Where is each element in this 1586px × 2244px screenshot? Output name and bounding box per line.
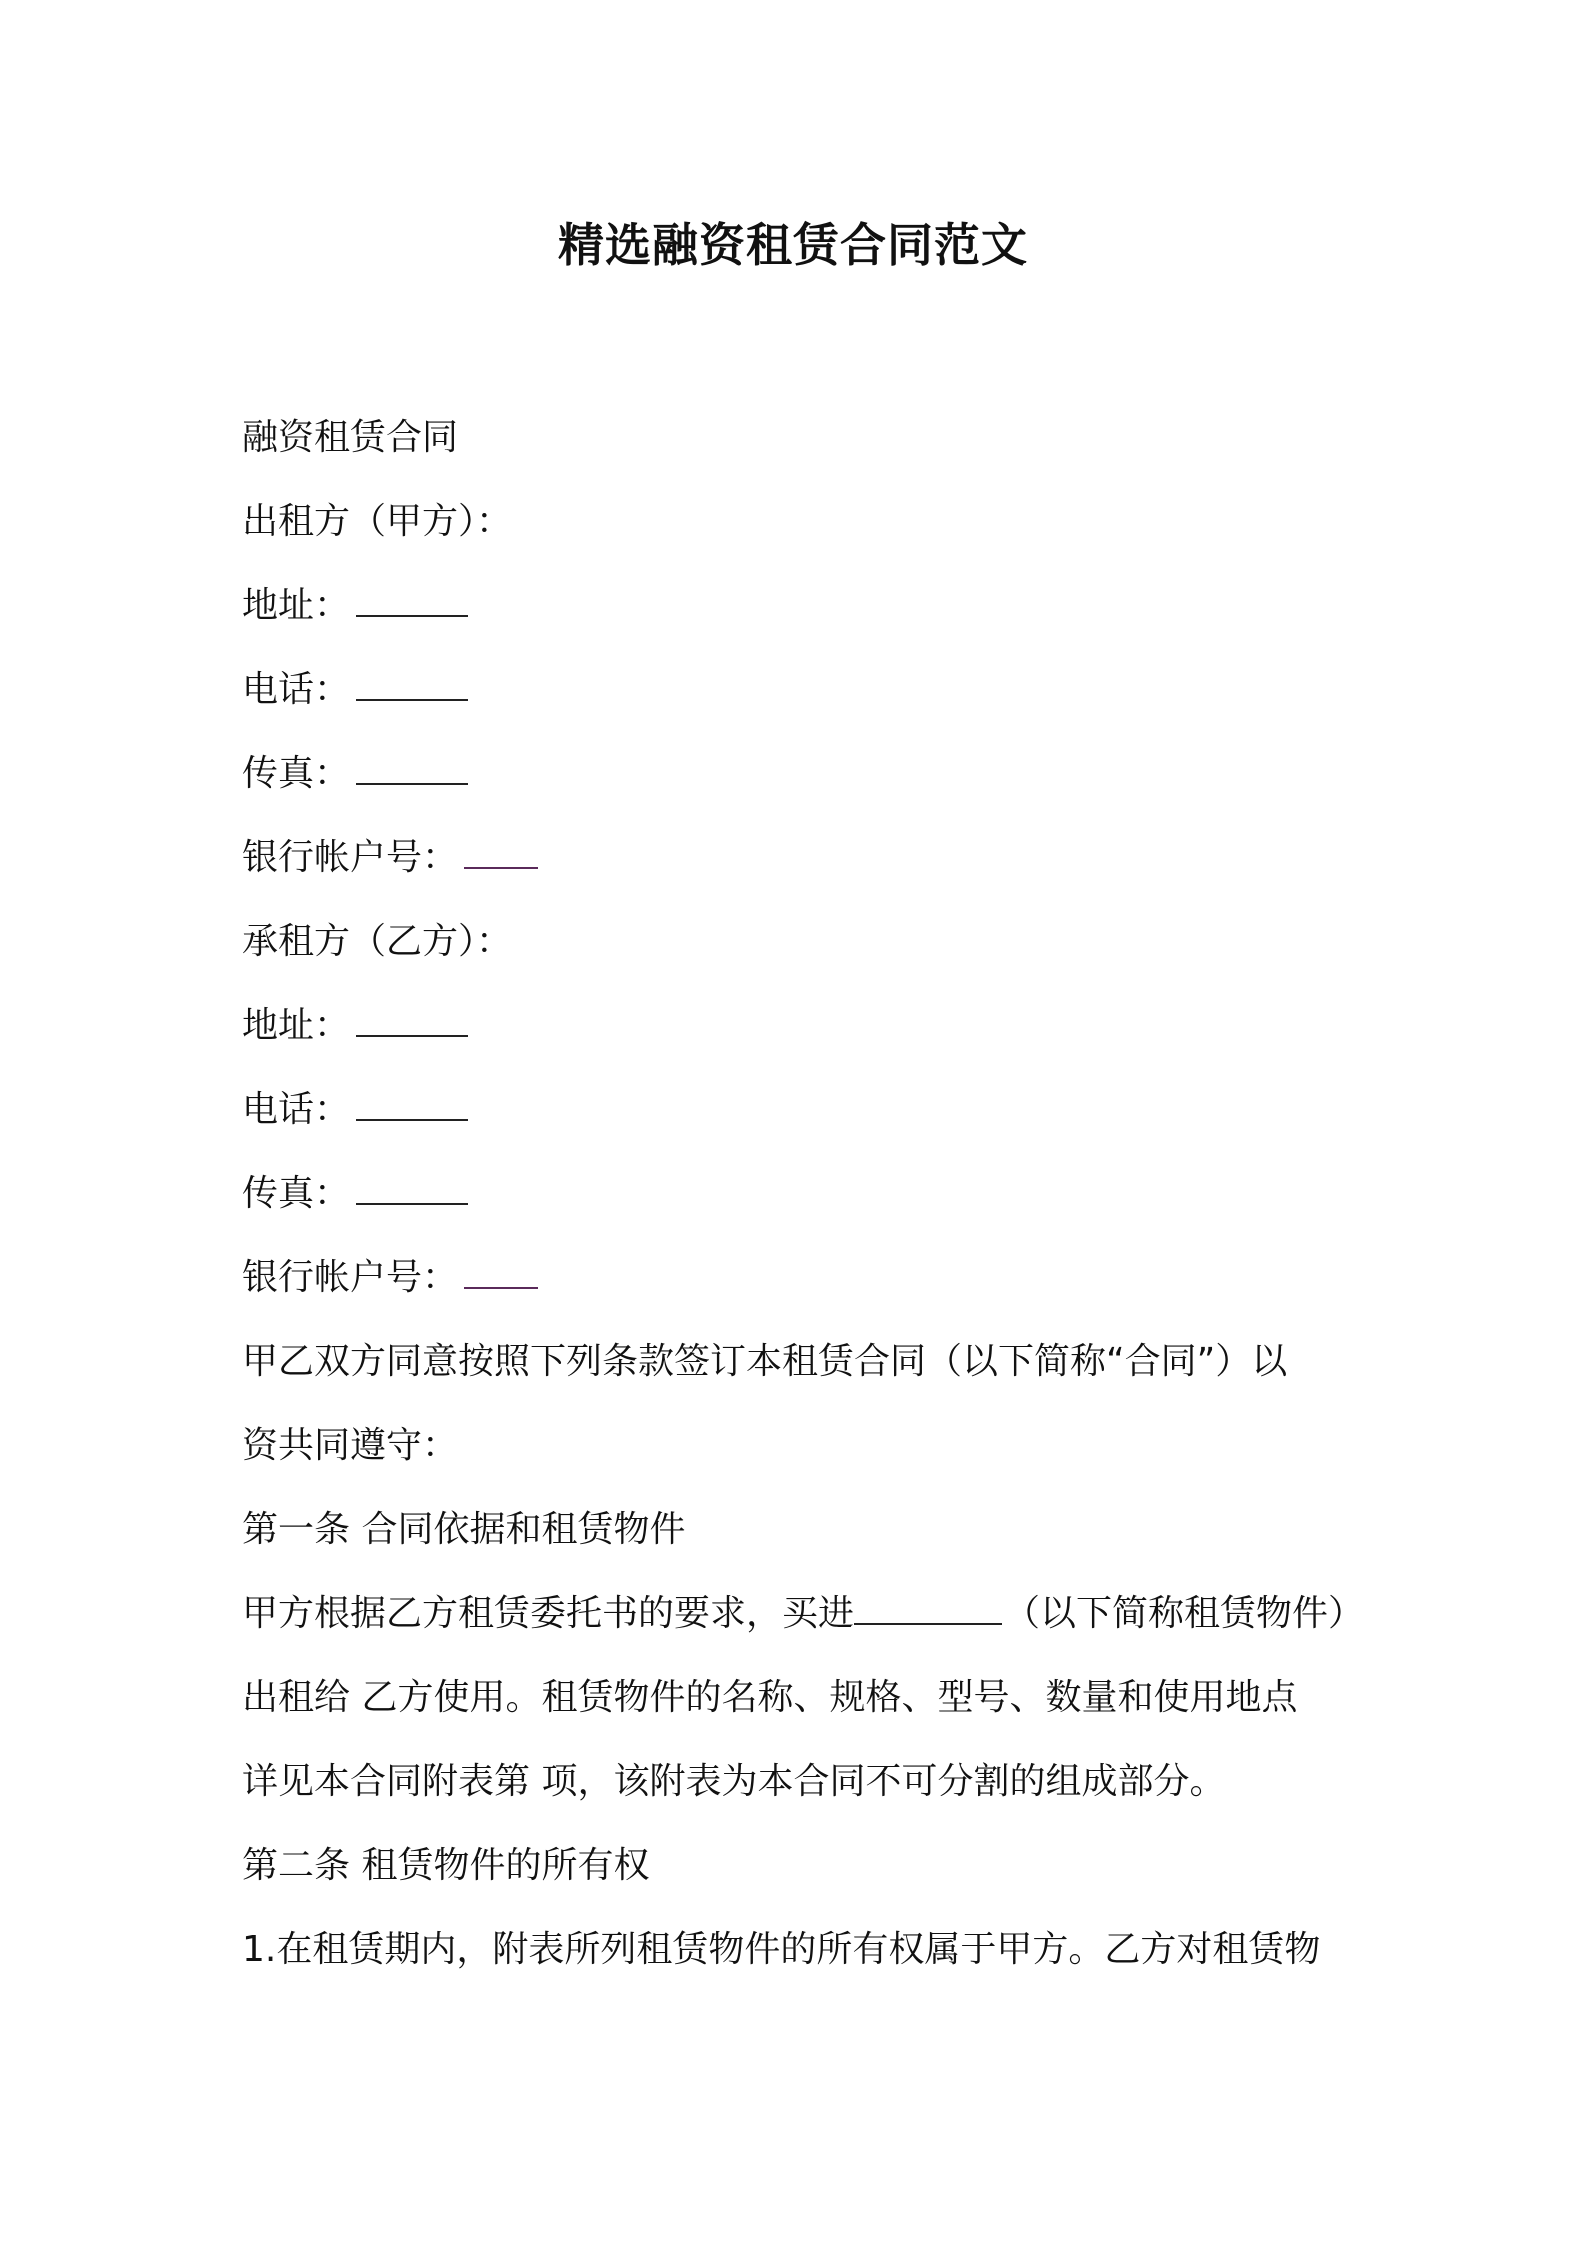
lessor-bank-blank [464, 833, 538, 869]
lessor-bank-label: 银行帐户号： [242, 837, 459, 878]
lessee-fax-row [242, 1166, 468, 1222]
lessee-bank-row [242, 1250, 538, 1306]
lessee-phone-row [242, 1082, 468, 1138]
lessor-phone-label: 电话： [242, 669, 351, 710]
lessor-bank-row [242, 830, 538, 886]
article2-heading: 第二条 租赁物件的所有权 [242, 1845, 650, 1886]
article1-line-1-start: 甲方根据乙方租赁委托书的要求，买进 [242, 1593, 855, 1634]
lessee-fax-label: 传真： [242, 1173, 351, 1214]
lessor-phone-blank [356, 665, 468, 701]
article1-line-2: 出租给 乙方使用。租赁物件的名称、规格、型号、数量和使用地点 [242, 1677, 1298, 1718]
preamble-line-1: 甲乙双方同意按照下列条款签订本租赁合同（以下简称“合同”）以 [242, 1341, 1288, 1382]
preamble-line-2: 资共同遵守： [242, 1425, 459, 1466]
lessor-address-label: 地址： [242, 585, 351, 626]
article1-line-1 [242, 1586, 1364, 1642]
lessee-heading: 承租方（乙方）： [242, 921, 513, 962]
lessor-heading: 出租方（甲方）： [242, 501, 513, 542]
lessee-fax-blank [356, 1169, 468, 1205]
article1-line-1-end: （以下简称租赁物件） [1004, 1593, 1365, 1634]
lessee-address-row [242, 998, 468, 1054]
lessor-fax-label: 传真： [242, 753, 351, 794]
contract-name: 融资租赁合同 [242, 417, 459, 458]
lessor-address-row [242, 578, 468, 634]
article2-line-1: 1.在租赁期内，附表所列租赁物件的所有权属于甲方。乙方对租赁物 [242, 1929, 1321, 1970]
document-title: 精选融资租赁合同范文 [558, 218, 1028, 272]
article1-heading: 第一条 合同依据和租赁物件 [242, 1509, 686, 1550]
article1-line-3: 详见本合同附表第 项，该附表为本合同不可分割的组成部分。 [242, 1761, 1226, 1802]
lessee-bank-blank [464, 1253, 538, 1289]
lessee-phone-label: 电话： [242, 1089, 351, 1130]
lessee-address-blank [356, 1001, 468, 1037]
lessor-address-blank [356, 581, 468, 617]
lessor-phone-row [242, 662, 468, 718]
leased-item-blank [854, 1589, 1002, 1625]
lessee-bank-label: 银行帐户号： [242, 1257, 459, 1298]
lessor-fax-row [242, 746, 468, 802]
lessee-phone-blank [356, 1085, 468, 1121]
lessee-address-label: 地址： [242, 1005, 351, 1046]
lessor-fax-blank [356, 749, 468, 785]
